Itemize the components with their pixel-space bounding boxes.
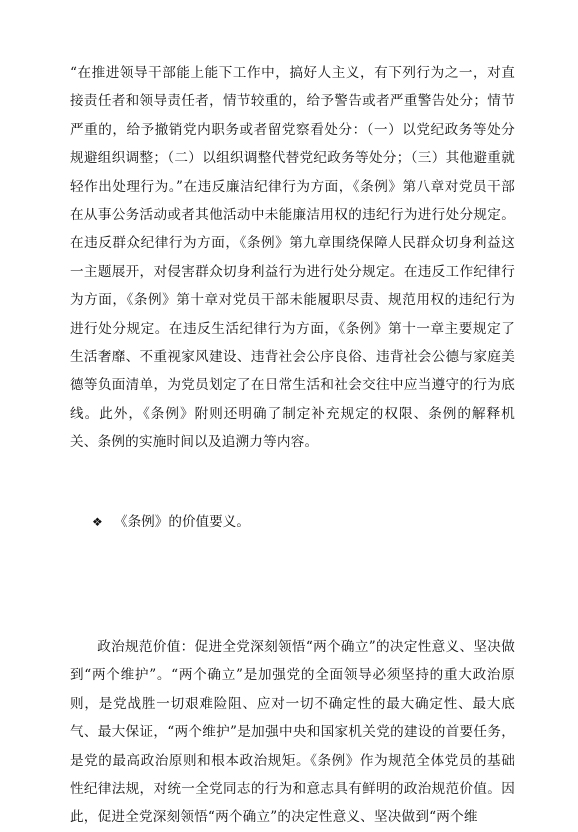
section-bullet-text: 《条例》的价值要义。	[114, 514, 250, 530]
diamond-bullet-icon: ❖	[92, 515, 103, 529]
section-bullet-heading	[92, 508, 250, 536]
body-paragraph-discipline-chapters: “在推进领导干部能上能下工作中，搞好人主义，有下列行为之一，对直接责任者和领导责任者，情节较重的，给予警告或者严重警告处分；情节严重的，给予撤销党内职务或者留党察看处分：（一）以党纪政务等处分规避组织调整；（二）以组织调整代替党纪政务等处分；（三）其他避重就轻作出处理行为。”在违反廉洁纪律行为方面，《条例》第八章对党员干部在从事公务活动或者其他活动中未能廉洁用权的违纪行为进行处分规定。在违反群众纪律行为方面，《条例》第九章围绕保障人民群众切身利益这一主题展开，对侵害群众切身利益行为进行处分规定。在违反工作纪律行为方面，《条例》第十章对党员干部未能履职尽责、规范用权的违纪行为进行处分规定。在违反生活纪律行为方面，《条例》第十一章主要规定了生活奢靡、不重视家风建设、违背社会公序良俗、违背社会公德与家庭美德等负面清单，为党员划定了在日常生活和社会交往中应当遵守的行为底线。此外，《条例》附则还明确了制定补充规定的权限、条例的解释机关、条例的实施时间以及追溯力等内容。	[70, 65, 515, 451]
body-paragraph-political-value: 政治规范价值：促进全党深刻领悟“两个确立”的决定性意义、坚决做到“两个维护”。“两个确立”是加强党的全面领导必须坚持的重大政治原则，是党战胜一切艰难险阻、应对一切不确定性的最大确定性、最大底气、最大保证，“两个维护”是加强中央和国家机关党的建设的首要任务，是党的最高政治原则和根本政治规矩。《条例》作为规范全体党员的基础性纪律法规，对统一全党同志的行为和意志具有鲜明的政治规范价值。因此，促进全党深刻领悟“两个确立”的决定性意义、坚决做到“两个维	[70, 639, 515, 826]
